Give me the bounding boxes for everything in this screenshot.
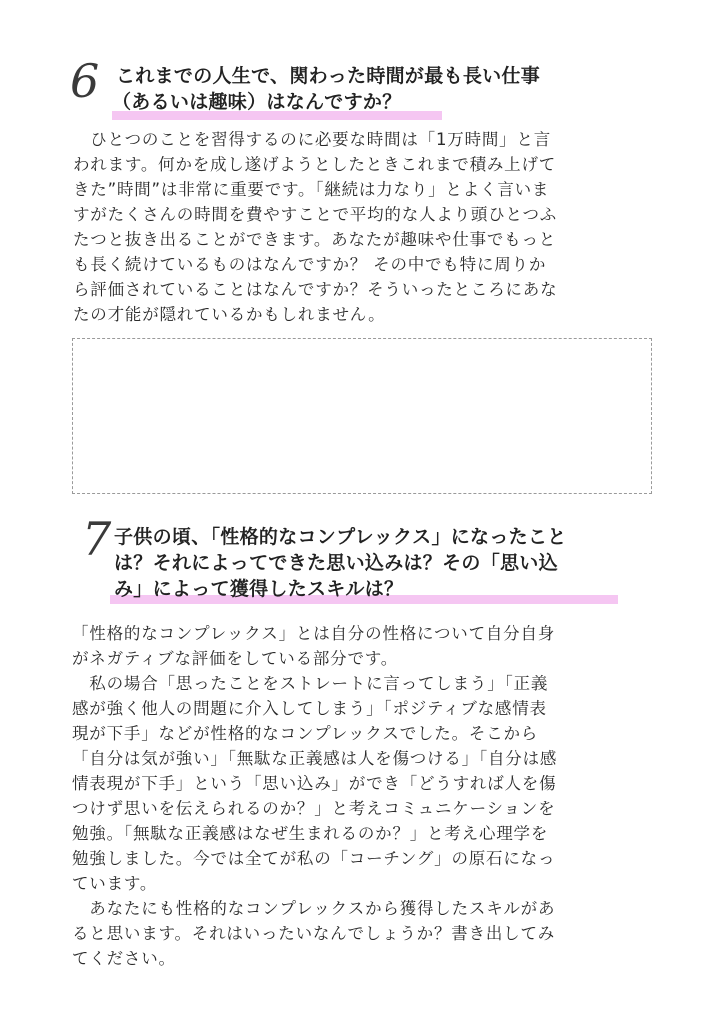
section-7-body-line: あなたにも性格的なコンプレックスから獲得したスキルがあ (72, 899, 556, 918)
section-7-body-line: ると思います。それはいったいなんでしょうか？書き出してみ (72, 924, 556, 943)
section-6-body-line: われます。何かを成し遂げようとしたときこれまで積み上げて (73, 155, 557, 174)
section-7-body-line: 「自分は気が強い」「無駄な正義感は人を傷つける」「自分は感 (72, 749, 558, 768)
section-6-body-line: たつと抜き出ることができます。あなたが趣味や仕事でもっと (73, 230, 557, 249)
section-6-body-line: ら評価されていることはなんですか？そういったところにあな (73, 280, 558, 299)
section-7-body-line: 現が下手」などが性格的なコンプレックスでした。そこから (72, 724, 539, 743)
section-7-body-line: 勉強。「無駄な正義感はなぜ生まれるのか？」と考え心理学を (72, 824, 549, 843)
section-7-body-line: がネガティブな評価をしている部分です。 (72, 649, 399, 668)
section-7-number: 7 (82, 512, 112, 566)
section-7-body-line: てください。 (72, 949, 176, 968)
section-7-body-line: 情表現が下手」という「思い込み」ができ「どうすれば人を傷 (72, 774, 557, 793)
section-7-question-line-1: 子供の頃、「性格的なコンプレックス」になったこと (114, 526, 567, 548)
section-6-question-line-2: （あるいは趣味）はなんですか？ (112, 91, 402, 113)
section-7-question-line-2: は？それによってできた思い込みは？その「思い込 (114, 552, 558, 574)
section-7-body-line: 「性格的なコンプレックス」とは自分の性格について自分自身 (72, 624, 556, 643)
section-7-body-line: 感が強く他人の問題に介入してしまう」「ポジティブな感情表 (72, 699, 547, 718)
section-7-body-line: 私の場合「思ったことをストレートに言ってしまう」「正義 (72, 674, 549, 693)
section-7-body-line: ています。 (72, 874, 158, 893)
section-6-question-line-1: これまでの人生で、関わった時間が最も長い仕事 (116, 65, 541, 87)
section-6-body-line: たの才能が隠れているかもしれません。 (73, 305, 386, 324)
section-7-question-line-3: み」によって獲得したスキルは？ (114, 578, 404, 600)
section-6-body-line: ひとつのことを習得するのに必要な時間は「1万時間」と言 (73, 130, 552, 149)
section-6-body-line: も長く続けているものはなんですか？ その中でも特に周りか (73, 255, 547, 274)
section-7-body-line: 勉強しました。今では全てが私の「コーチング」の原石になっ (72, 849, 556, 868)
section-6-body-line: すがたくさんの時間を費やすことで平均的な人より頭ひとつふ (73, 205, 558, 224)
section-7-body-line: つけず思いを伝えられるのか？」と考えコミュニケーションを (72, 799, 556, 818)
section-6-number: 6 (70, 54, 100, 108)
section-6-body-line: きた”時間”は非常に重要です。「継続は力なり」とよく言いま (73, 180, 550, 199)
answer-box[interactable] (72, 338, 652, 494)
